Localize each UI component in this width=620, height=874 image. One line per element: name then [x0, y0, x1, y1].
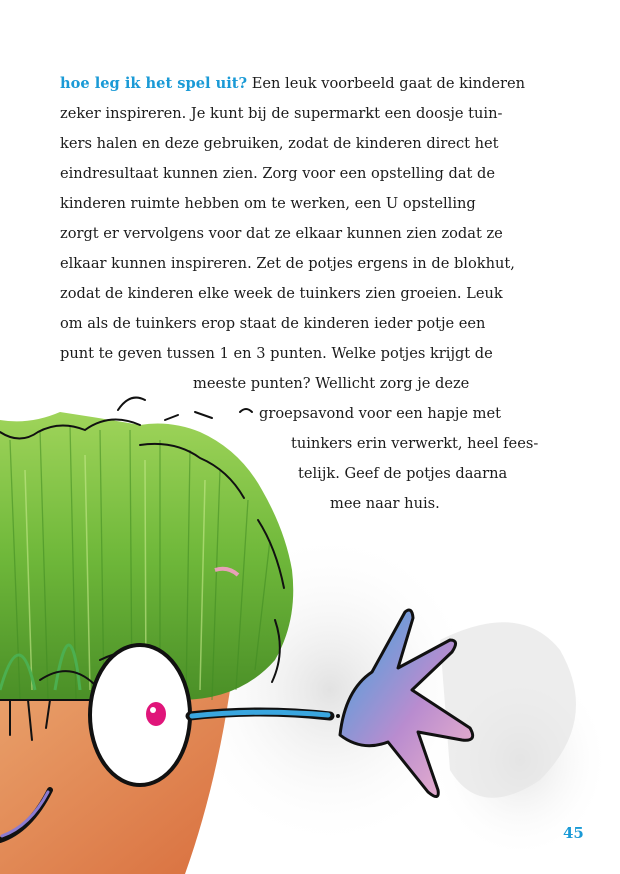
text-line: om als de tuinkers erop staat de kinderen ieder potje een [60, 315, 486, 332]
text-line: eindresultaat kunnen zien. Zorg voor een opstelling dat de [60, 165, 496, 182]
text-line: telijk. Geef de potjes daarna [298, 465, 508, 482]
text-line: elkaar kunnen inspireren. Zet de potjes ergens in de blokhut, [60, 255, 515, 272]
text-line: tuinkers erin verwerkt, heel fees- [291, 435, 539, 452]
text-line: kers halen en deze gebruiken, zodat de kinderen direct het [60, 135, 499, 152]
text-line: kinderen ruimte hebben om te werken, een U opstelling [60, 195, 476, 212]
lead-heading: hoe leg ik het spel uit? [60, 75, 248, 92]
text-line: mee naar huis. [330, 495, 440, 512]
page-number: 45 [563, 824, 584, 842]
eye [90, 645, 190, 785]
text-line: meeste punten? Wellicht zorg je deze [193, 375, 470, 392]
text-line: zeker inspireren. Je kunt bij de supermarkt een doosje tuin- [60, 105, 503, 122]
text-line: punt te geven tussen 1 en 3 punten. Welke potjes krijgt de [60, 345, 493, 362]
text-line: zorgt er vervolgens voor dat ze elkaar kunnen zien zodat ze [60, 225, 503, 242]
text-line: zodat de kinderen elke week de tuinkers zien groeien. Leuk [60, 285, 503, 302]
text-line: hoe leg ik het spel uit? Een leuk voorbeeld gaat de kinderen [60, 75, 526, 92]
text-line: groepsavond voor een hapje met [259, 405, 502, 422]
